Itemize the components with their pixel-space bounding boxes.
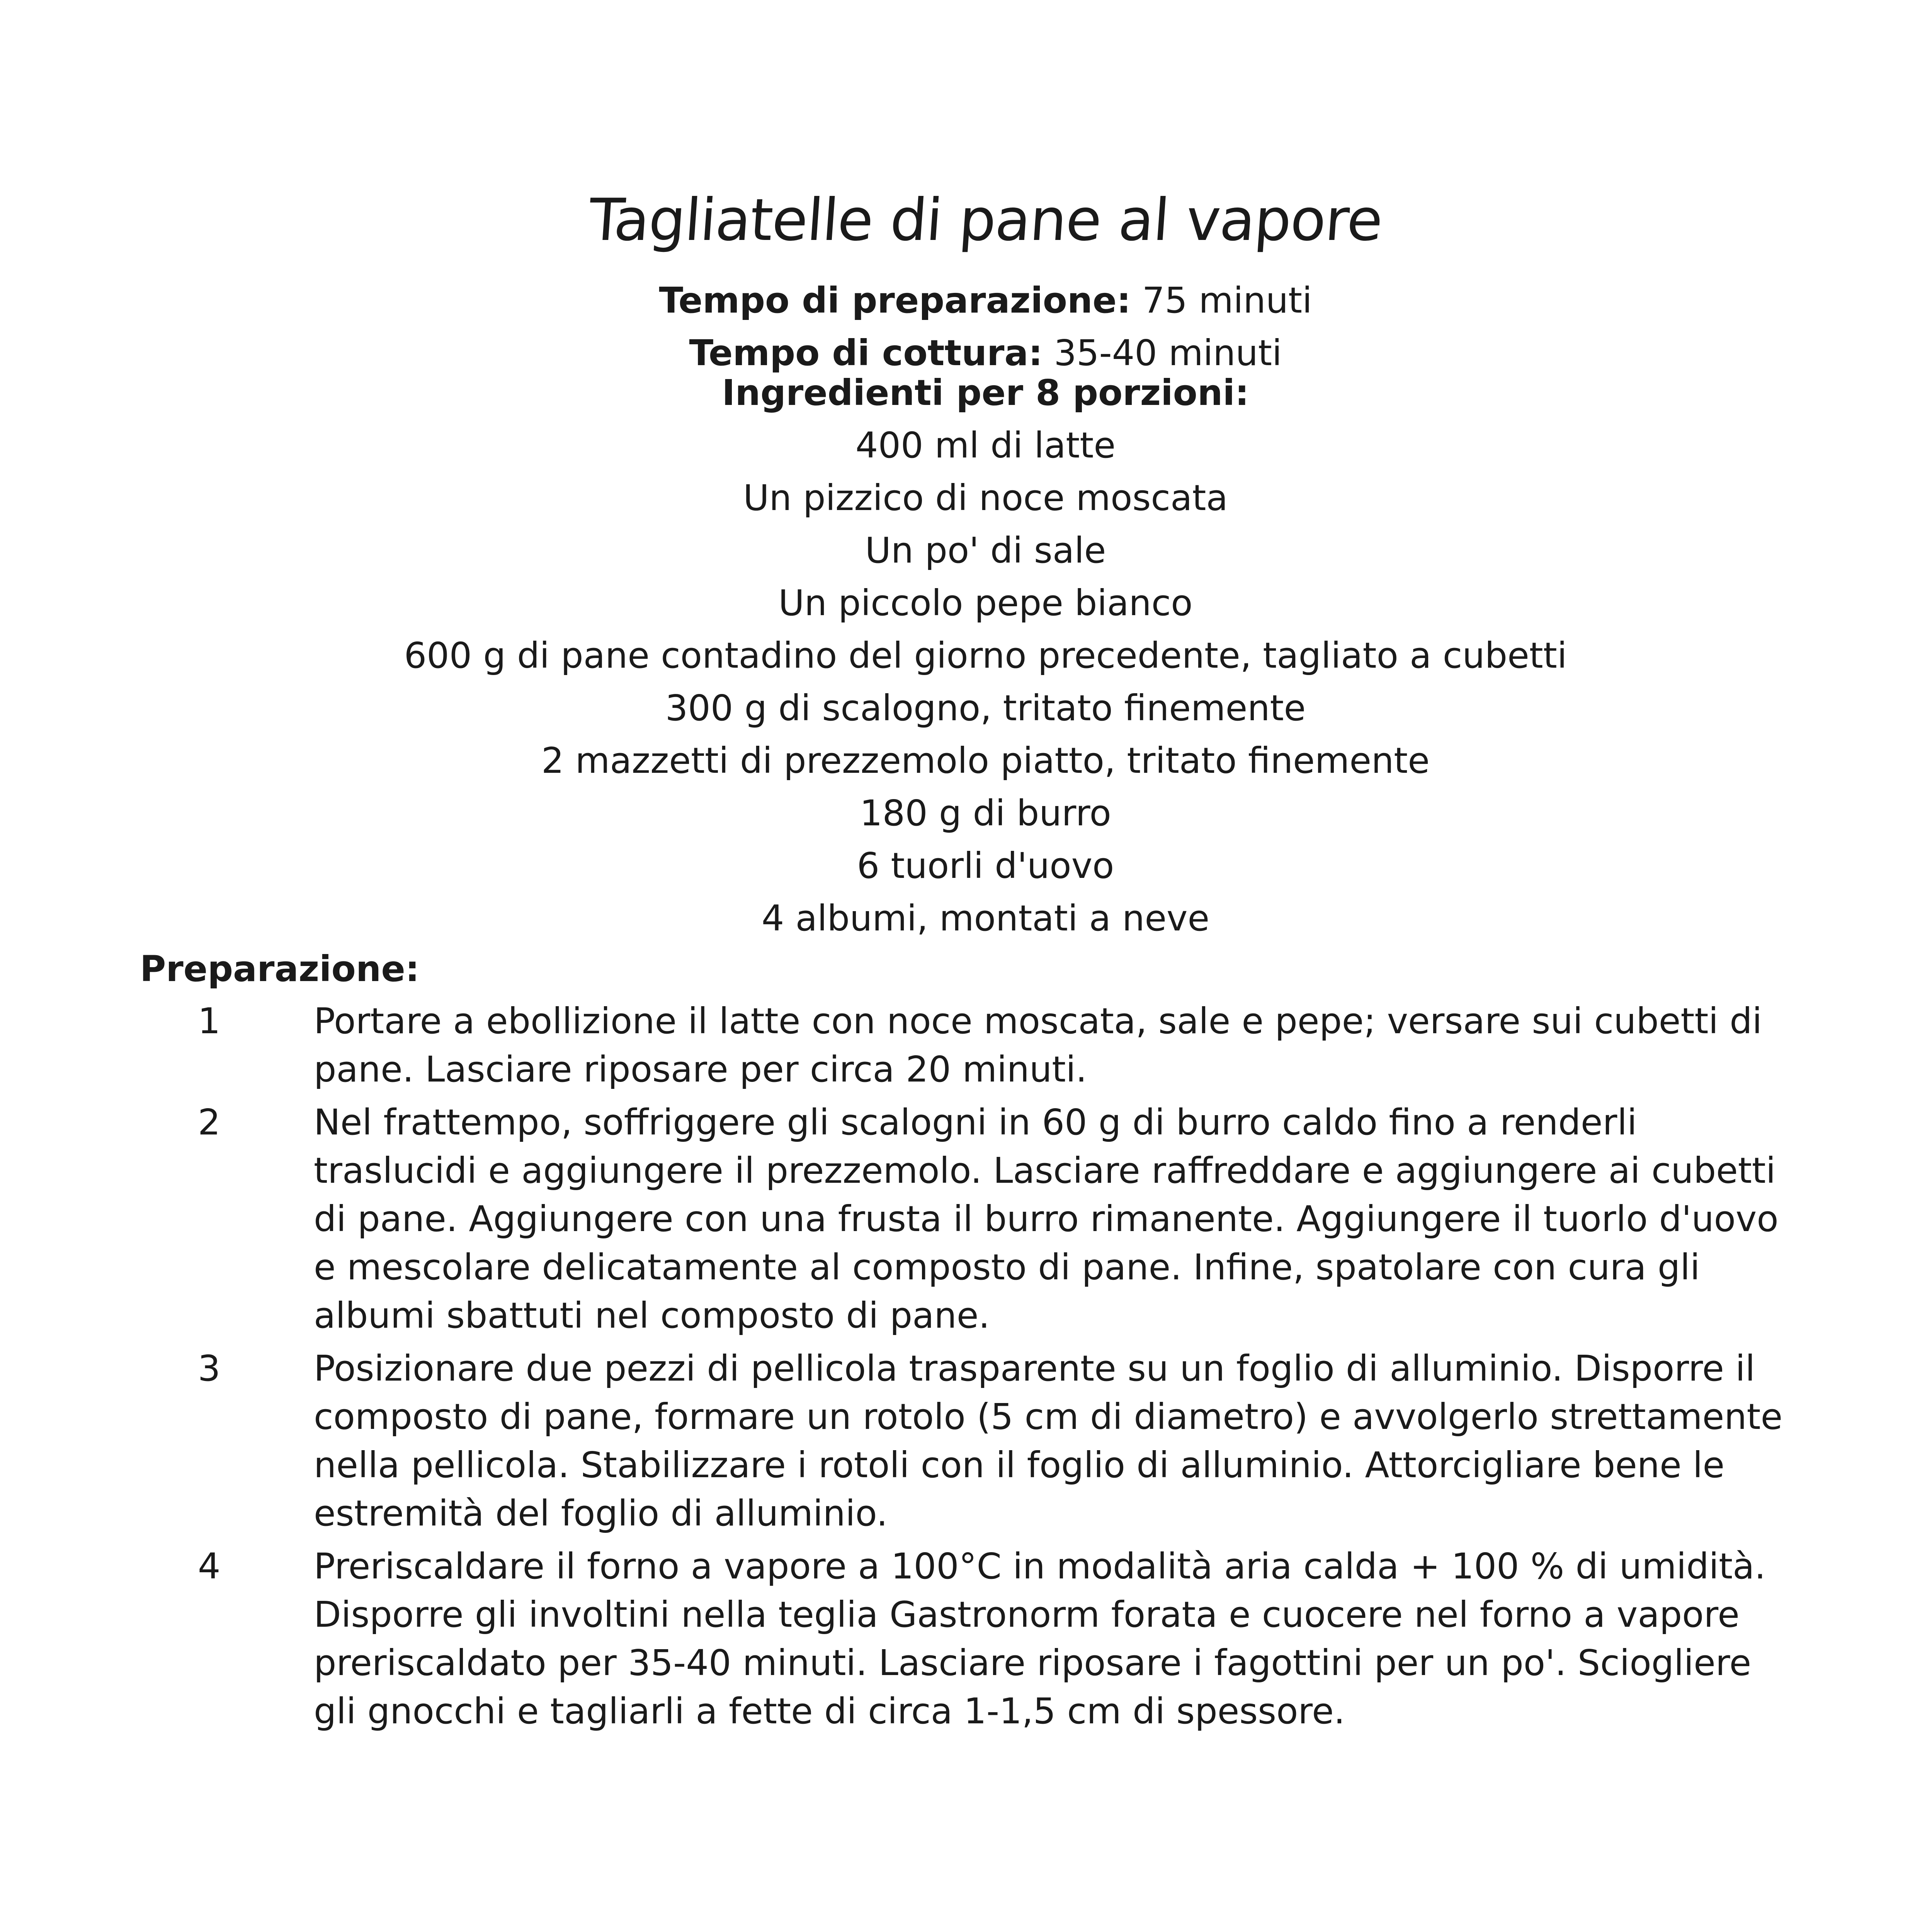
ingredient-item: 4 albumi, montati a neve [761, 898, 1210, 939]
ingredient-item: 400 ml di latte [855, 425, 1116, 466]
preparation-steps [140, 997, 1801, 1740]
step-text: Posizionare due pezzi di pellicola trasparente su un foglio di alluminio. Disporre il composto di pane, formare un rotolo (5 cm di diametro) e avvolgerlo strettamente nella pellicola. Stabilizzare i rotoli con il foglio di alluminio. Attorcigliare bene le estremità del foglio di alluminio. [314, 1348, 1783, 1534]
step-text: Nel frattempo, soffriggere gli scalogni in 60 g di burro caldo fino a renderli traslucidi e aggiungere il prezzemolo. Lasciare raffreddare e aggiungere ai cubetti di pane. Aggiungere con una frusta il burro rimanente. Aggiungere il tuorlo d'uovo e mescolare delicatamente al composto di pane. Infine, spatolare con cura gli albumi sbattuti nel composto di pane. [314, 1102, 1779, 1336]
ingredient-item: 6 tuorli d'uovo [857, 845, 1114, 886]
step-number: 1 [198, 1000, 221, 1042]
ingredient-item: 180 g di burro [860, 793, 1111, 834]
prep-time-value: 75 minuti [1131, 280, 1312, 321]
step-number: 2 [198, 1102, 221, 1143]
prep-time-label: Tempo di preparazione: [659, 280, 1131, 321]
ingredient-item: 600 g di pane contadino del giorno precedente, tagliato a cubetti [404, 635, 1567, 676]
recipe-title: Tagliatelle di pane al vapore [587, 187, 1384, 254]
ingredient-item: 2 mazzetti di prezzemolo piatto, tritato finemente [541, 740, 1430, 781]
step-number: 4 [198, 1546, 221, 1587]
preparation-step [140, 1098, 1801, 1340]
cook-time-label: Tempo di cottura: [689, 332, 1043, 374]
step-number: 3 [198, 1348, 221, 1389]
preparation-step [140, 1344, 1801, 1537]
prep-time-line [0, 274, 1932, 327]
ingredient-item: Un po' di sale [865, 530, 1106, 571]
ingredients-list [0, 372, 1932, 945]
step-text: Portare a ebollizione il latte con noce moscata, sale e pepe; versare sui cubetti di pane. Lasciare riposare per circa 20 minuti. [314, 1000, 1762, 1090]
ingredient-item: 300 g di scalogno, tritato finemente [665, 687, 1306, 729]
cook-time-value: 35-40 minuti [1043, 332, 1282, 374]
ingredient-item: Un pizzico di noce moscata [743, 477, 1228, 519]
ingredients-heading: Ingredienti per 8 porzioni: [722, 372, 1249, 413]
preparation-step [140, 1542, 1801, 1735]
preparation-heading: Preparazione: [140, 948, 420, 990]
preparation-step [140, 997, 1801, 1094]
ingredient-item: Un piccolo pepe bianco [778, 582, 1193, 624]
recipe-meta [0, 274, 1932, 379]
step-text: Preriscaldare il forno a vapore a 100°C in modalità aria calda + 100 % di umidità. Disporre gli involtini nella teglia Gastronorm forata e cuocere nel forno a vapore preriscaldato per 35-40 minuti. Lasciare riposare i fagottini per un po'. Sciogliere gli gnocchi e tagliarli a fette di circa 1-1,5 cm di spessore. [314, 1546, 1766, 1732]
